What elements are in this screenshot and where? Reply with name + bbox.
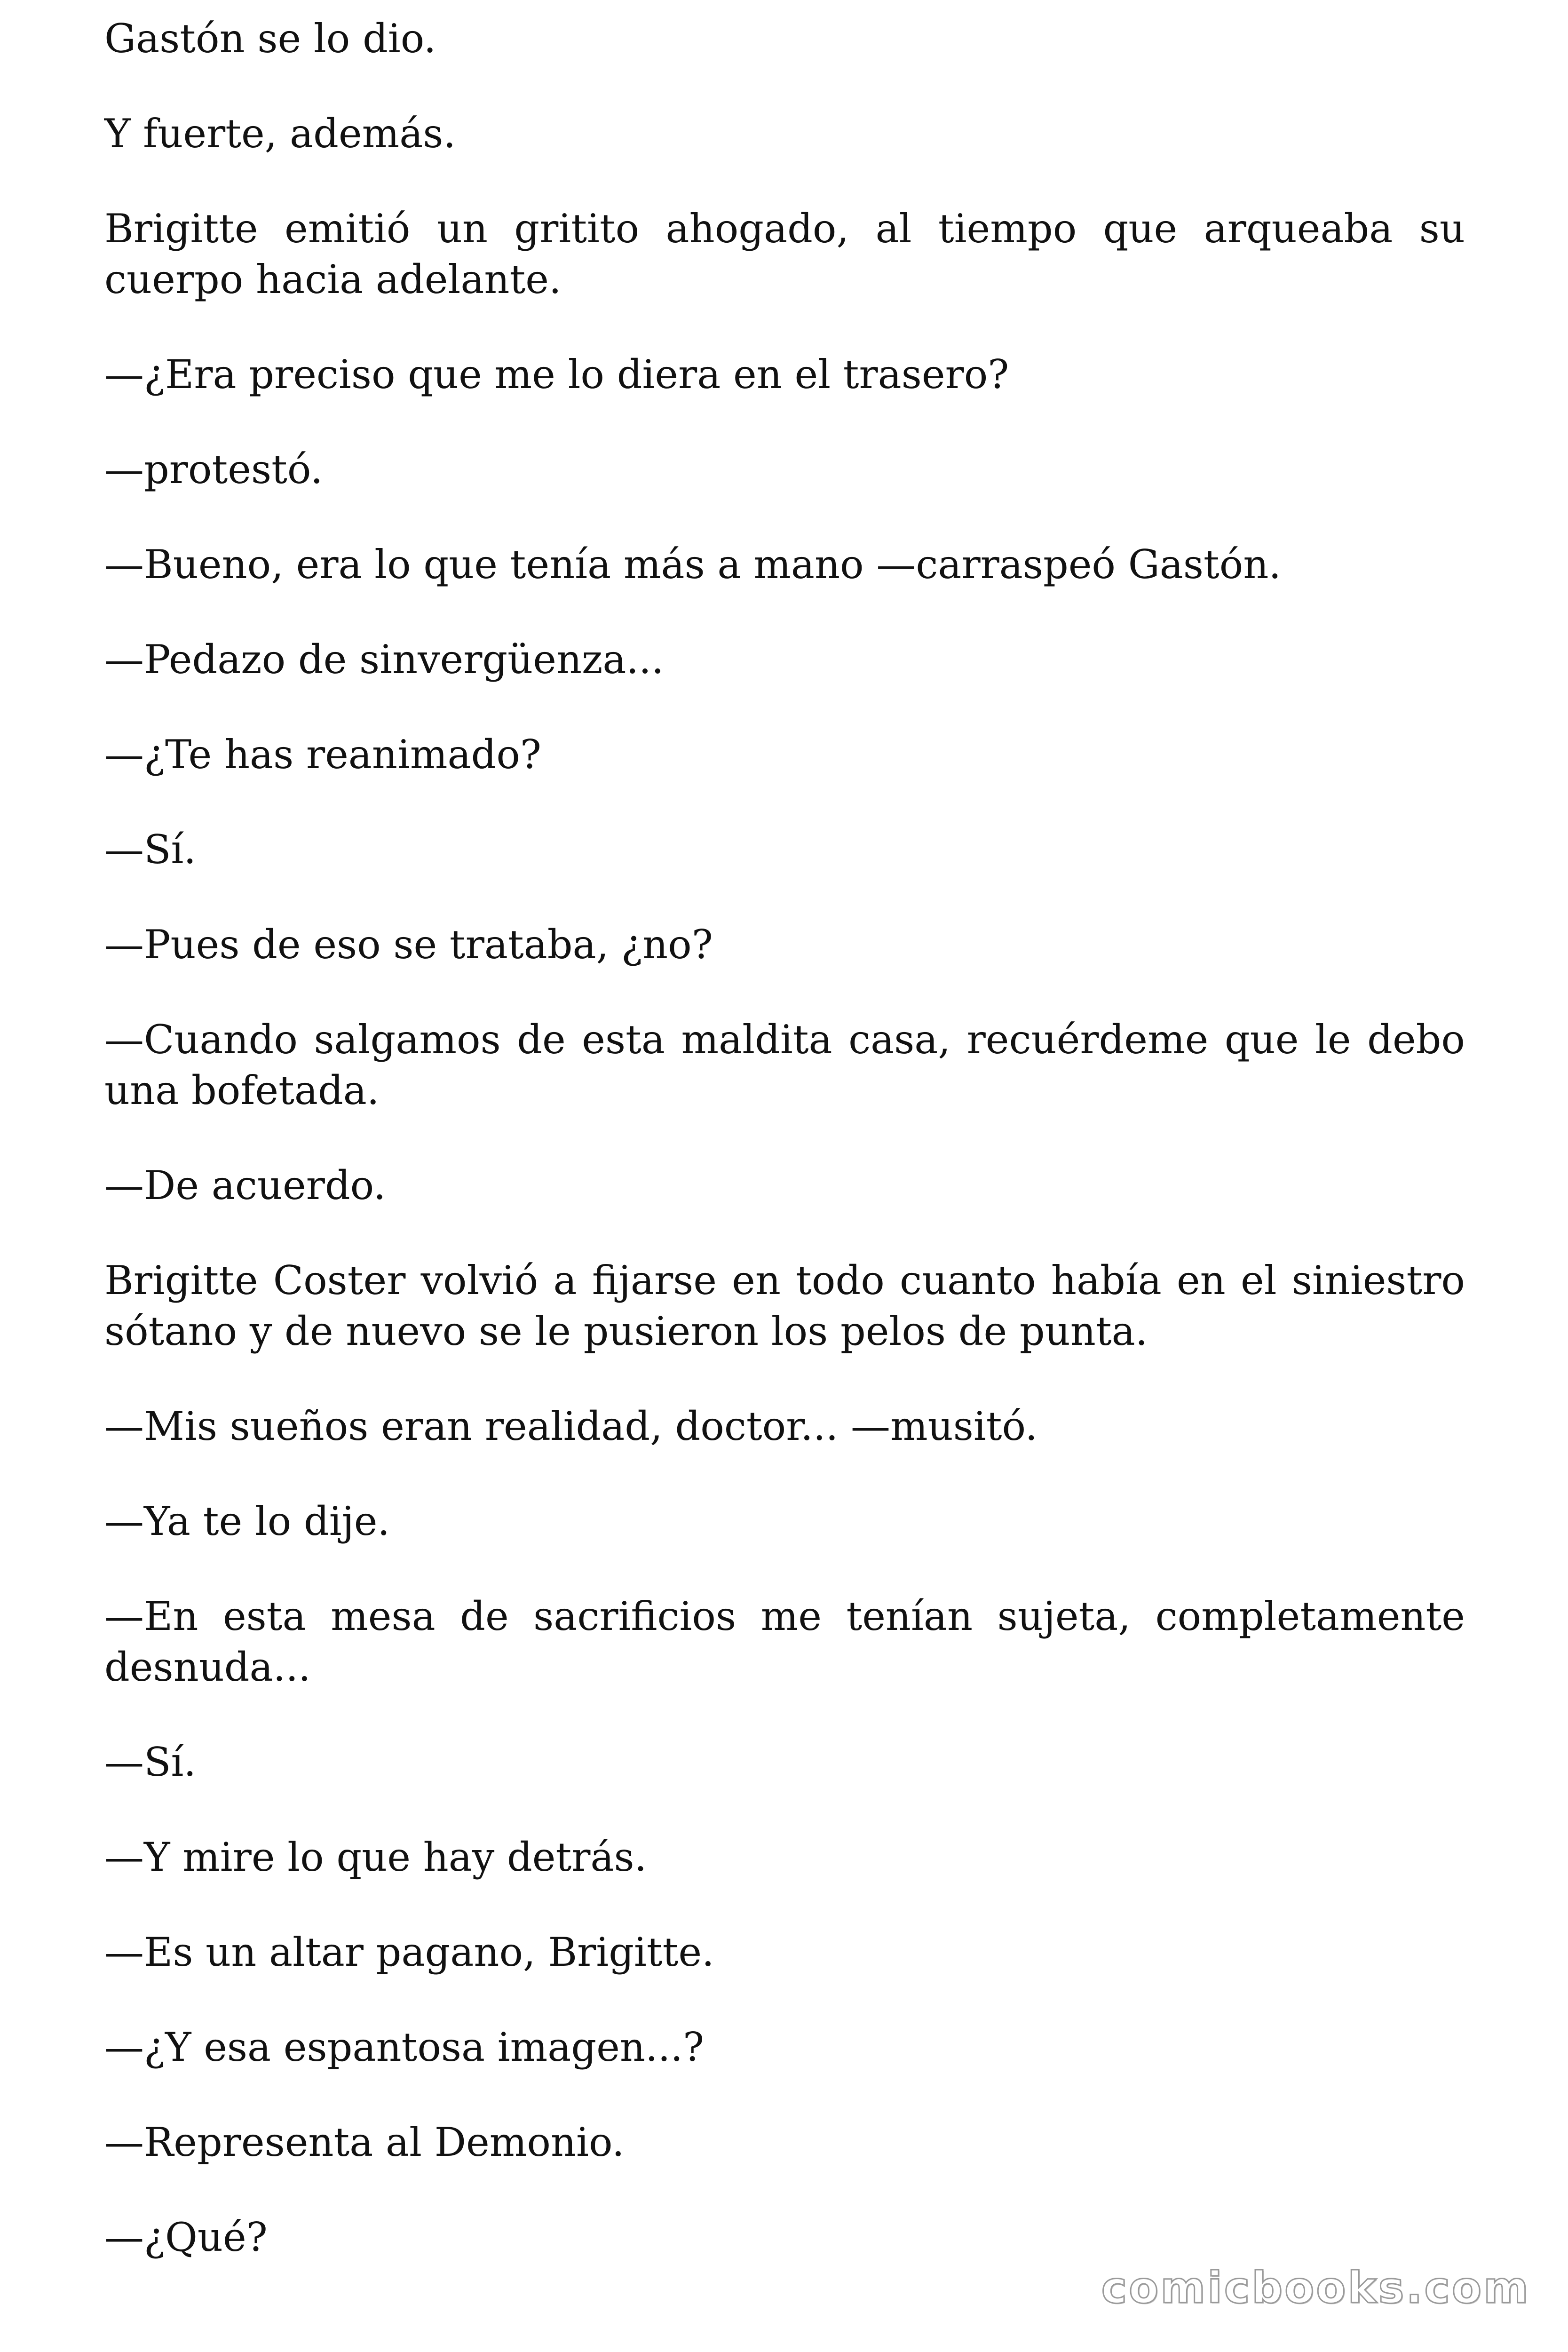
paragraph: Brigitte emitió un gritito ahogado, al tiempo que arqueaba su cuerpo hacia adelante. <box>104 206 1465 302</box>
paragraph: —Es un altar pagano, Brigitte. <box>104 1929 714 1975</box>
paragraph: —¿Te has reanimado? <box>104 731 541 778</box>
paragraph: —¿Y esa espantosa imagen...? <box>104 2024 705 2070</box>
paragraph: —Cuando salgamos de esta maldita casa, recuérdeme que le debo una bofetada. <box>104 1017 1465 1113</box>
paragraph: Y fuerte, además. <box>104 111 456 157</box>
paragraph: —Bueno, era lo que tenía más a mano —carraspeó Gastón. <box>104 541 1282 588</box>
paragraph: —protestó. <box>104 446 323 493</box>
watermark: comicbooks.com <box>1101 2263 1530 2313</box>
paragraph: Brigitte Coster volvió a fijarse en todo cuanto había en el siniestro sótano y de nuevo se le pusieron los pelos de punta. <box>104 1257 1465 1354</box>
paragraph: —¿Qué? <box>104 2214 268 2260</box>
paragraph: —Y mire lo que hay detrás. <box>104 1834 647 1880</box>
page-text <box>104 13 1465 2307</box>
paragraph: —Ya te lo dije. <box>104 1498 390 1544</box>
paragraph: Gastón se lo dio. <box>104 16 436 62</box>
paragraph: —Mis sueños eran realidad, doctor... —musitó. <box>104 1403 1038 1449</box>
paragraph: —De acuerdo. <box>104 1162 386 1208</box>
paragraph: —Pedazo de sinvergüenza... <box>104 636 664 683</box>
paragraph: —Pues de eso se trataba, ¿no? <box>104 922 713 968</box>
paragraph: —Sí. <box>104 1739 197 1785</box>
paragraph: —Sí. <box>104 826 197 873</box>
paragraph: —En esta mesa de sacrificios me tenían sujeta, completamente desnuda... <box>104 1593 1465 1690</box>
paragraph: —¿Era preciso que me lo diera en el trasero? <box>104 351 1009 397</box>
paragraph: —Representa al Demonio. <box>104 2119 625 2165</box>
